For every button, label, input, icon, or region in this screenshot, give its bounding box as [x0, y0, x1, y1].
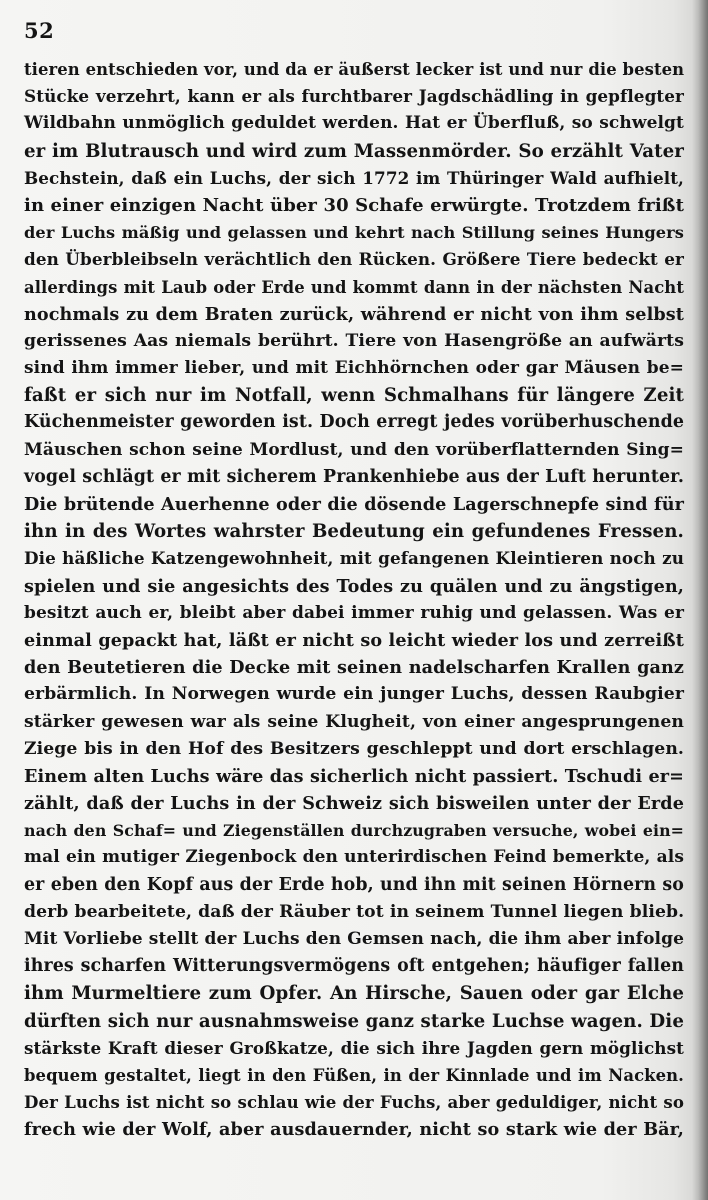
text-line: allerdings mit Laub oder Erde und kommt dann in der nächsten Nacht — [24, 277, 684, 297]
text-line: stärkste Kraft dieser Großkatze, die sich ihre Jagden gern möglichst — [24, 1037, 684, 1058]
text-line: Die brütende Auerhenne oder die dösende Lagerschnepfe sind für — [24, 494, 684, 515]
text-line: frech wie der Wolf, aber ausdauernder, nicht so stark wie der Bär, — [24, 1119, 684, 1141]
text-line: in einer einzigen Nacht über 30 Schafe erwürgte. Trotzdem frißt — [24, 194, 684, 216]
text-line: Mäuschen schon seine Mordlust, und den vorüberflatternden Sing= — [24, 439, 684, 460]
text-line: Mit Vorliebe stellt der Luchs den Gemsen nach, die ihm aber infolge — [24, 929, 684, 949]
text-line: ihn in des Wortes wahrster Bedeutung ein gefundenes Fressen. — [24, 521, 684, 543]
text-line: bequem gestaltet, liegt in den Füßen, in der Kinnlade und im Nacken. — [24, 1065, 684, 1085]
text-line: der Luchs mäßig und gelassen und kehrt nach Stillung seines Hungers — [24, 223, 684, 243]
text-line: einmal gepackt hat, läßt er nicht so leicht wieder los und zerreißt — [24, 629, 684, 651]
text-line: dürften sich nur ausnahmsweise ganz starke Luchse wagen. Die — [24, 1010, 684, 1032]
text-line: Wildbahn unmöglich geduldet werden. Hat er Überfluß, so schwelgt — [24, 113, 684, 134]
text-line: er im Blutrausch und wird zum Massenmörder. So erzählt Vater — [24, 140, 684, 162]
text-line: spielen und sie angesichts des Todes zu quälen und zu ängstigen, — [24, 575, 684, 597]
page-edge-shadow — [692, 0, 708, 1200]
text-line: Küchenmeister geworden ist. Doch erregt jedes vorüberhuschende — [24, 412, 684, 433]
text-line: vogel schlägt er mit sicherem Prankenhiebe aus der Luft herunter. — [24, 466, 684, 487]
text-line: er eben den Kopf aus der Erde hob, und ihn mit seinen Hörnern so — [24, 874, 684, 895]
text-line: Die häßliche Katzengewohnheit, mit gefangenen Kleintieren noch zu — [24, 548, 684, 569]
text-line: den Überbleibseln verächtlich den Rücken. Größere Tiere bedeckt er — [24, 249, 684, 270]
text-line: erbärmlich. In Norwegen wurde ein junger Luchs, dessen Raubgier — [24, 684, 684, 705]
page-number: 52 — [24, 18, 55, 43]
text-line: Stücke verzehrt, kann er als furchtbarer Jagdschädling in gepflegter — [24, 86, 684, 107]
text-line: mal ein mutiger Ziegenbock den unterirdischen Feind bemerkte, als — [24, 847, 684, 868]
text-line: den Beutetieren die Decke mit seinen nadelscharfen Krallen ganz — [24, 657, 684, 679]
text-line: ihm Murmeltiere zum Opfer. An Hirsche, Sauen oder gar Elche — [24, 983, 684, 1005]
text-line: Der Luchs ist nicht so schlau wie der Fuchs, aber geduldiger, nicht so — [24, 1092, 684, 1113]
text-line: derb bearbeitete, daß der Räuber tot in seinem Tunnel liegen blieb. — [24, 901, 685, 922]
body-text — [24, 56, 684, 1144]
text-line: Einem alten Luchs wäre das sicherlich nicht passiert. Tschudi er= — [24, 765, 684, 787]
text-line: ihres scharfen Witterungsvermögens oft entgehen; häufiger fallen — [24, 956, 684, 977]
text-line: sind ihm immer lieber, und mit Eichhörnchen oder gar Mäusen be= — [24, 358, 684, 379]
text-line: faßt er sich nur im Notfall, wenn Schmalhans für längere Zeit — [24, 385, 684, 407]
text-line: stärker gewesen war als seine Klugheit, von einer angesprungenen — [24, 711, 684, 732]
text-line: zählt, daß der Luchs in der Schweiz sich bisweilen unter der Erde — [24, 793, 684, 815]
text-line: besitzt auch er, bleibt aber dabei immer ruhig und gelassen. Was er — [24, 602, 684, 623]
text-line: nochmals zu dem Braten zurück, während er nicht von ihm selbst — [24, 303, 684, 325]
text-line: Bechstein, daß ein Luchs, der sich 1772 im Thüringer Wald aufhielt, — [24, 167, 684, 188]
text-line: nach den Schaf= und Ziegenställen durchzugraben versuche, wobei ein= — [24, 821, 684, 841]
text-line: tieren entschieden vor, und da er äußerst lecker ist und nur die besten — [24, 60, 685, 79]
text-line: Ziege bis in den Hof des Besitzers geschleppt und dort erschlagen. — [24, 738, 684, 759]
text-line: gerissenes Aas niemals berührt. Tiere von Hasengröße an aufwärts — [24, 330, 684, 351]
